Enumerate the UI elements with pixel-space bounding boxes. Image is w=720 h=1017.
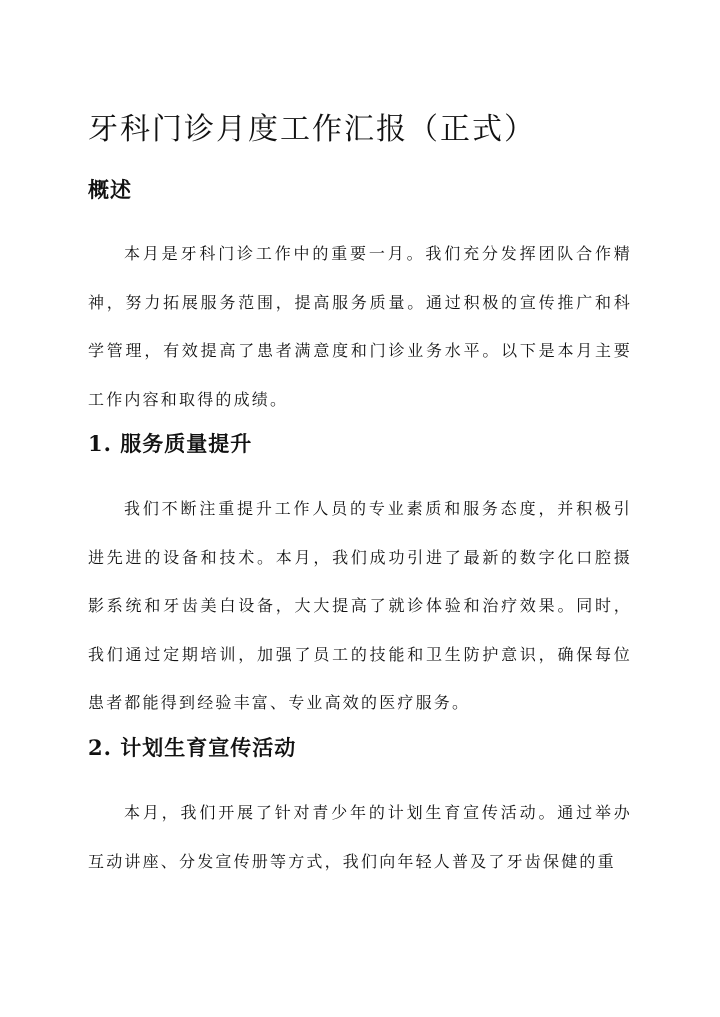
section-paragraph-service-quality: 我们不断注重提升工作人员的专业素质和服务态度，并积极引进先进的设备和技术。本月，我们成功引进了最新的数字化口腔摄影系统和牙齿美白设备，大大提高了就诊体验和治疗效果。同时，我们通过定期培训，加强了员工的技能和卫生防护意识，确保每位患者都能得到经验丰富、专业高效的医疗服务。 — [88, 499, 632, 712]
section-heading-family-planning: 2. 计划生育宣传活动 — [88, 735, 297, 760]
section-paragraph-overview: 本月是牙科门诊工作中的重要一月。我们充分发挥团队合作精神，努力拓展服务范围，提高服务质量。通过积极的宣传推广和科学管理，有效提高了患者满意度和门诊业务水平。以下是本月主要工作内容和取得的成绩。 — [88, 244, 632, 409]
document-title: 牙科门诊月度工作汇报（正式） — [88, 112, 536, 148]
section-heading-overview: 概述 — [88, 177, 132, 202]
section-heading-service-quality: 1. 服务质量提升 — [88, 431, 253, 456]
section-paragraph-family-planning: 本月，我们开展了针对青少年的计划生育宣传活动。通过举办互动讲座、分发宣传册等方式，我们向年轻人普及了牙齿保健的重 — [88, 803, 632, 871]
